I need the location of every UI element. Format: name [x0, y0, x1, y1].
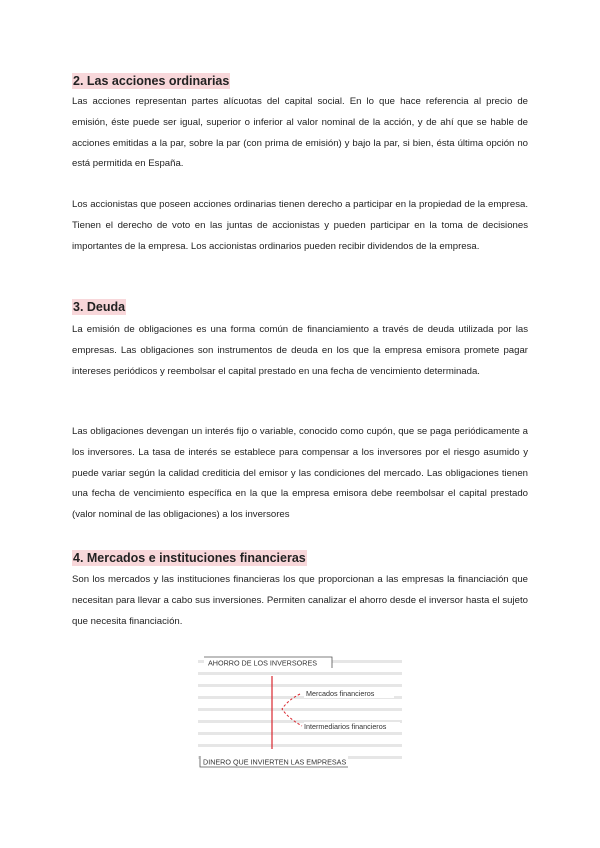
section-heading-acciones-ordinarias: 2. Las acciones ordinarias	[73, 74, 230, 88]
branch-mercados-label: Mercados financieros	[306, 689, 375, 698]
paragraph-accionistas-derechos: Los accionistas que poseen acciones ordinarias tienen derecho a participar en la propiedad de la empresa. Tienen el derecho de voto en las juntas de accionistas y pueden participar en la toma de decisiones importantes de la empresa. Los accionistas ordinarios pueden recibir dividendos de la empresa.	[72, 199, 528, 252]
paragraph-interes-obligaciones: Las obligaciones devengan un interés fijo o variable, conocido como cupón, que se paga periódicamente a los inversores. La tasa de interés se establece para compensar a los inversores por el riesgo asumido y puede variar según la calidad crediticia del emisor y las condiciones del mercado. Las obligaciones tienen una fecha de vencimiento específica en la que la empresa emisora debe reembolsar el capital prestado (valor nominal de las obligaciones) a los inversores	[72, 426, 528, 521]
section-heading-mercados-instituciones: 4. Mercados e instituciones financieras	[73, 551, 306, 565]
savings-label: AHORRO DE LOS INVERSORES	[208, 658, 318, 668]
paragraph-acciones-precio-emision: Las acciones representan partes alícuotas del capital social. En lo que hace referencia al precio de emisión, éste puede ser igual, superior o inferior al valor nominal de la acción, y de ahí que se hable de acciones emitidas a la par, sobre la par (con prima de emisión) y bajo la par, si bien, ésta última opción no está permitida en España.	[72, 96, 528, 170]
savings-label-box	[204, 657, 332, 668]
section-heading-deuda: 3. Deuda	[73, 300, 126, 314]
investment-label: DINERO QUE INVIERTEN LAS EMPRESAS	[203, 757, 347, 767]
financing-flow-diagram	[198, 654, 402, 770]
branch-intermediarios-label: Intermediarios financieros	[304, 722, 387, 731]
paragraph-emision-obligaciones: La emisión de obligaciones es una forma común de financiamiento a través de deuda utilizada por las empresas. Las obligaciones son instrumentos de deuda en los que la empresa emisora promete pagar intereses periódicos y reembolsar el capital prestado en una fecha de vencimiento determinada.	[72, 324, 528, 377]
diagram-stripes	[198, 660, 402, 759]
paragraph-mercados-financiacion: Son los mercados y las instituciones financieras los que proporcionan a las empresas la financiación que necesitan para llevar a cabo sus inversiones. Permiten canalizar el ahorro desde el inversor hasta el sujeto que necesita financiación.	[72, 574, 528, 627]
diagram-canvas	[198, 654, 402, 770]
investment-label-box	[200, 756, 348, 767]
